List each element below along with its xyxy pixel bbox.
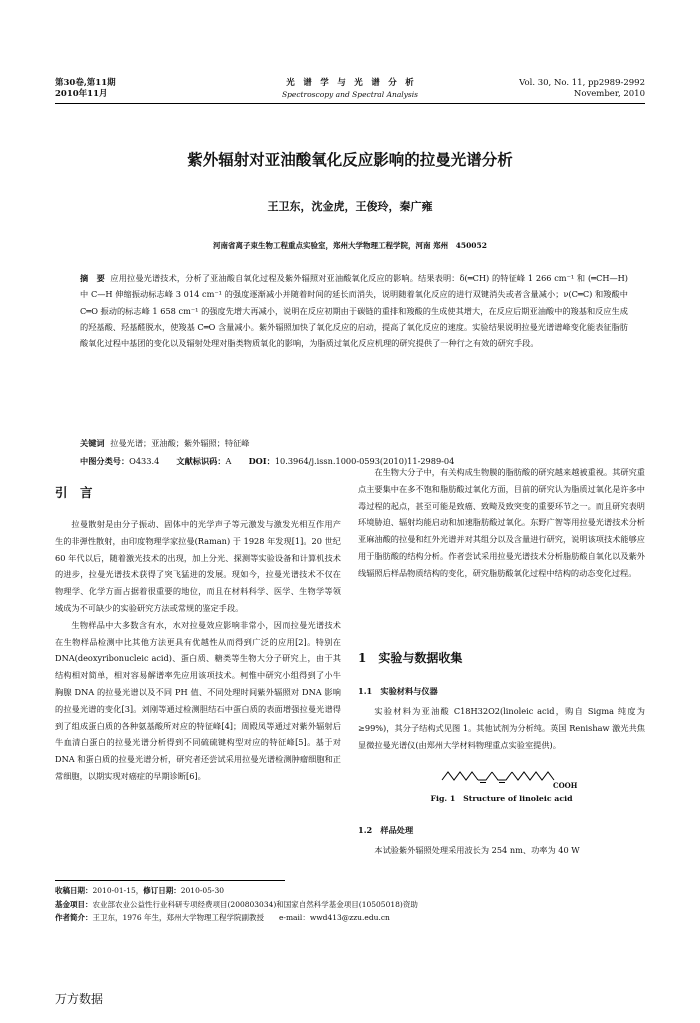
paper-authors: 王卫东，沈金虎，王俊玲，秦广雍 xyxy=(267,200,433,213)
header-rule xyxy=(55,103,645,104)
intro-heading: 引 言 xyxy=(55,485,93,500)
keywords: 关键词 拉曼光谱；亚油酸；紫外辐照；特征峰 xyxy=(80,438,250,448)
intro-body xyxy=(55,516,341,785)
journal-name: 光 谱 学 与 光 谱 分 析 Spectroscopy and Spectral Analysis xyxy=(281,78,419,99)
subsection-1-2-body: 本试验紫外辐照处理采用波长为 254 nm、功率为 40 W xyxy=(374,845,580,855)
footnote-rule xyxy=(55,880,285,881)
figure-cooh-label: COOH xyxy=(553,781,578,790)
intro-paragraph-2: 生物样品中大多数含有水，水对拉曼效应影响非常小，因而拉曼光谱技术在生物样品检测中比其他方法更具有优越性从而得到广泛的应用[2]。特别在 DNA(deoxyribonucleic acid)、蛋白质、糖类等生物大分子研究上，由于其结构相对简单，相对容易解谱率先应用该项技术。柯惟中研究小组得到了小牛胸腺 DNA 的拉曼光谱以及不同 PH 值、不同处理时间紫外辐照对 DNA 影响的拉曼光谱的变化[3]。刘刚等通过检测胆结石中蛋白质的表面增强拉曼光谱得到了组成蛋白质的各种氨基酸所对应的特征峰[4]；周殿凤等通过对紫外辐射后牛血清白蛋白的拉曼光谱分析得到不同硫硫键构型对应的特征峰[5]。基于对 DNA 和蛋白质的拉曼光谱分析，研究者还尝试采用拉曼光谱检测肿瘤细胞和正常细胞，以期实现对癌症的早期诊断[6]。 xyxy=(55,619,341,781)
figure-caption: Fig. 1 Structure of linoleic acid xyxy=(430,794,573,803)
section1-heading: 1 实验与数据收集 xyxy=(358,651,463,665)
journal-volume: 第30卷,第11期 2010年11月 xyxy=(55,78,116,99)
paper-title: 紫外辐射对亚油酸氧化反应影响的拉曼光谱分析 xyxy=(187,150,513,169)
classification: 中图分类号：O433.4 文献标识码：A DOI：10.3964/j.issn.1000-0593(2010)11-2989-04 xyxy=(80,456,455,466)
intro-continued xyxy=(358,464,645,582)
subsection-1-1-body: 实验材料为亚油酸 C18H32O2(linoleic acid，购自 Sigma 纯度为≥99%)，其分子结构式见图 1。其他试剂为分析纯。英国 Renishaw 激光共焦显微拉曼光谱仪(由郑州大学材料物理重点实验室提供)。 xyxy=(358,706,645,750)
journal-pages: Vol. 30, No. 11, pp2989-2992 November, 2010 xyxy=(519,78,645,99)
watermark: 万方数据 xyxy=(55,992,104,1006)
abstract-label: 摘 要 xyxy=(80,273,105,283)
abstract-text: 应用拉曼光谱技术，分析了亚油酸自氧化过程及紫外辐照对亚油酸氧化反应的影响。结果表明：δ(═CH) 的特征峰 1 266 cm⁻¹ 和 (═CH—H) 中 C—H 伸缩振动标志峰 3 014 cm⁻¹ 的强度逐渐减小并随着时间的延长而消失，说明随着氧化反应的进行双键消失或者含量减小；ν(C═C) 和羧酸中 C═O 振动的标志峰 1 658 cm⁻¹ 的强度先增大再减小，说明在反应初期由于碳链的重排和羧酸的生成使其增大，在反应后期亚油酸中的羧基和反应生成的羟基酸、羟基醛脱水，使羧基 C═O 含量减小。紫外辐照加快了氧化反应的启动，提高了氧化反应的速度。实验结果说明拉曼光谱谱峰变化能表征脂肪酸氧化过程中基团的变化以及辐射处理对脂类物质氧化的影响，为脂质过氧化反应机理的研究提供了一种行之有效的研究手段。 xyxy=(80,273,628,349)
intro-paragraph-1: 拉曼散射是由分子振动、固体中的光学声子等元激发与激发光相互作用产生的非弹性散射，由印度物理学家拉曼(Raman) 于 1928 年发现[1]。20 世纪 60 年代以后，随着激光技术的出现，加上分光、探测等实验设备和计算机技术的进步，拉曼光谱技术获得了突飞猛进的发展。现如今，拉曼光谱技术不仅在物理学、化学方面占据着很重要的地位，而且在材料科学、医学、生物学等领域成为不可缺少的实验研究方法或常规的鉴定手段。 xyxy=(55,519,341,613)
abstract xyxy=(80,270,628,351)
subsection-1-2-heading: 1.2 样品处理 xyxy=(358,825,414,835)
paper-affiliation: 河南省离子束生物工程重点实验室，郑州大学物理工程学院，河南 郑州 450052 xyxy=(213,241,487,250)
intro-paragraph-3: 在生物大分子中，有关构成生物膜的脂肪酸的研究越来越被重视。其研究重点主要集中在多不饱和脂肪酸过氧化方面，目前的研究认为脂质过氧化是许多中毒过程的起点，甚至可能是致癌、致畸及致突变的重要环节之一。而且研究表明环境胁迫、辐射均能启动和加速脂肪酸过氧化。东野广智等用拉曼光谱技术分析亚麻油酸的拉曼和红外光谱并对其组分以及含量进行研究，说明该项技术能够应用于脂肪酸的结构分析。作者尝试采用拉曼光谱技术分析脂肪酸自氧化以及紫外线辐照后样品物质结构的变化，研究脂肪酸氧化过程中结构的动态变化过程。 xyxy=(358,467,645,578)
linoleic-acid-structure xyxy=(440,768,620,790)
footnotes: 收稿日期：2010-01-15，修订日期：2010-05-30 基金项目：农业部农业公益性行业科研专项经费项目(200803034)和国家自然科学基金项目(10505018)资助 作者简介：王卫东，1976 年生，郑州大学物理工程学院副教授 e-mail：wwd413@zzu.edu.cn xyxy=(55,886,418,922)
subsection-1-1-heading: 1.1 实验材料与仪器 xyxy=(358,686,438,696)
